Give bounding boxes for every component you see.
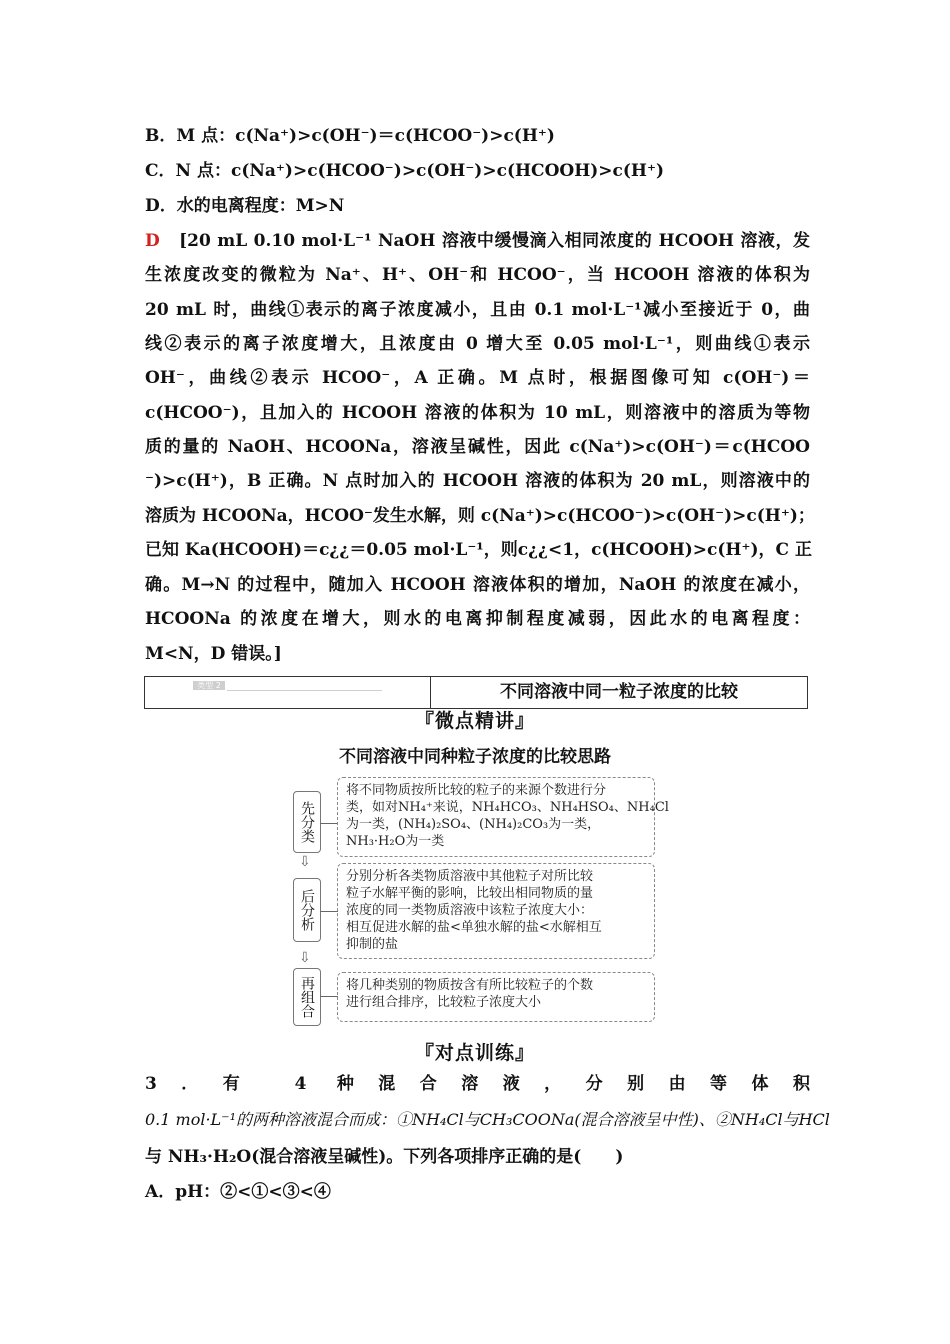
- diagram-title: 不同溶液中同种粒子浓度的比较思路: [339, 747, 611, 767]
- flow-step-label: 先分类: [299, 801, 315, 843]
- question-line-2: 0.1 mol·L⁻¹的两种溶液混合而成：①NH₄Cl与CH₃COONa(混合溶液呈中性)、②NH₄Cl与HCl: [145, 1110, 830, 1129]
- flow-step-analyze: [293, 878, 321, 942]
- flow-connector: [320, 823, 338, 824]
- answer-line-2: 生浓度改变的微粒为 Na⁺、H⁺、OH⁻和 HCOO⁻，当 HCOOH 溶液的体积为: [145, 265, 810, 285]
- banner-practice: 『对点训练』: [414, 1042, 535, 1064]
- flow-connector: [320, 911, 338, 912]
- option-d: D．水的电离程度：M>N: [145, 196, 345, 216]
- section-title: 不同溶液中同一粒子浓度的比较: [500, 682, 738, 702]
- answer-line-9: 溶质为 HCOONa，HCOO⁻发生水解，则 c(Na⁺)>c(HCOO⁻)>c(OH⁻)>c(H⁺)；: [145, 506, 815, 526]
- flow-box-classify: 将不同物质按所比较的粒子的来源个数进行分 类，如对NH₄⁺来说，NH₄HCO₃、NH₄HSO₄、NH₄Cl 为一类，(NH₄)₂SO₄、(NH₄)₂CO₃为一类， NH₃·H₂O为一类: [337, 777, 655, 857]
- flow-box-combine: 将几种类别的物质按含有所比较粒子的个数 进行组合排序，比较粒子浓度大小: [337, 972, 655, 1022]
- answer-line-10: 已知 Ka(HCOOH)＝c¿¿＝0.05 mol·L⁻¹，则c¿¿<1，c(HCOOH)>c(H⁺)，C 正: [145, 540, 812, 560]
- answer-line-8: ⁻)>c(H⁺)，B 正确。N 点时加入的 HCOOH 溶液的体积为 20 mL，则溶液中的: [145, 471, 810, 491]
- flow-connector: [320, 996, 338, 997]
- flow-box-analyze: 分别分析各类物质溶液中其他粒子对所比较 粒子水解平衡的影响，比较出相同物质的量 浓度的同一类物质溶液中该粒子浓度大小： 相互促进水解的盐<单独水解的盐<水解相互 抑制的盐: [337, 863, 655, 959]
- down-arrow-icon: ⇩: [299, 950, 311, 966]
- flow-step-label: 再组合: [299, 976, 315, 1018]
- section-header: [144, 676, 808, 709]
- flow-step-classify: [293, 791, 321, 853]
- section-header-left: [145, 677, 431, 708]
- answer-line-12: HCOONa 的浓度在增大，则水的电离抑制程度减弱，因此水的电离程度：: [145, 609, 810, 629]
- down-arrow-icon: ⇩: [299, 854, 311, 870]
- option-b: B．M 点：c(Na⁺)>c(OH⁻)＝c(HCOO⁻)>c(H⁺): [145, 126, 555, 146]
- answer-line-4: 线②表示的离子浓度增大，且浓度由 0 增大至 0.05 mol·L⁻¹，则曲线①表示: [145, 334, 810, 354]
- banner-micro-points: 『微点精讲』: [414, 710, 535, 732]
- section-tag-rule: [227, 690, 382, 691]
- answer-line-11: 确。M→N 的过程中，随加入 HCOOH 溶液体积的增加，NaOH 的浓度在减小，: [145, 575, 810, 595]
- option-c: C．N 点：c(Na⁺)>c(HCOO⁻)>c(OH⁻)>c(HCOOH)>c(H⁺): [145, 161, 665, 181]
- section-tag: 类型 2: [193, 681, 225, 690]
- question-option-a: A．pH：②<①<③<④: [145, 1182, 331, 1202]
- answer-line-1: D [20 mL 0.10 mol·L⁻¹ NaOH 溶液中缓慢滴入相同浓度的 HCOOH 溶液，发: [145, 231, 810, 251]
- answer-line-6: c(HCOO⁻)，且加入的 HCOOH 溶液的体积为 10 mL，则溶液中的溶质为等物: [145, 403, 810, 423]
- answer-line-3: 20 mL 时，曲线①表示的离子浓度减小，且由 0.1 mol·L⁻¹减小至接近于 0，曲: [145, 300, 810, 320]
- flow-step-combine: [293, 968, 321, 1026]
- question-line-1: 3．有 4 种混合溶液，分别由等体积: [145, 1074, 810, 1094]
- answer-line-7: 质的量的 NaOH、HCOONa，溶液呈碱性，因此 c(Na⁺)>c(OH⁻)＝c(HCOO: [145, 437, 810, 457]
- answer-line-5: OH⁻，曲线②表示 HCOO⁻，A 正确。M 点时，根据图像可知 c(OH⁻)＝: [145, 368, 810, 388]
- flow-step-label: 后分析: [299, 889, 315, 931]
- question-line-3: 与 NH₃·H₂O(混合溶液呈碱性)。下列各项排序正确的是( ): [145, 1147, 624, 1167]
- answer-letter: D: [145, 231, 160, 251]
- answer-line-13: M<N，D 错误。]: [145, 644, 282, 664]
